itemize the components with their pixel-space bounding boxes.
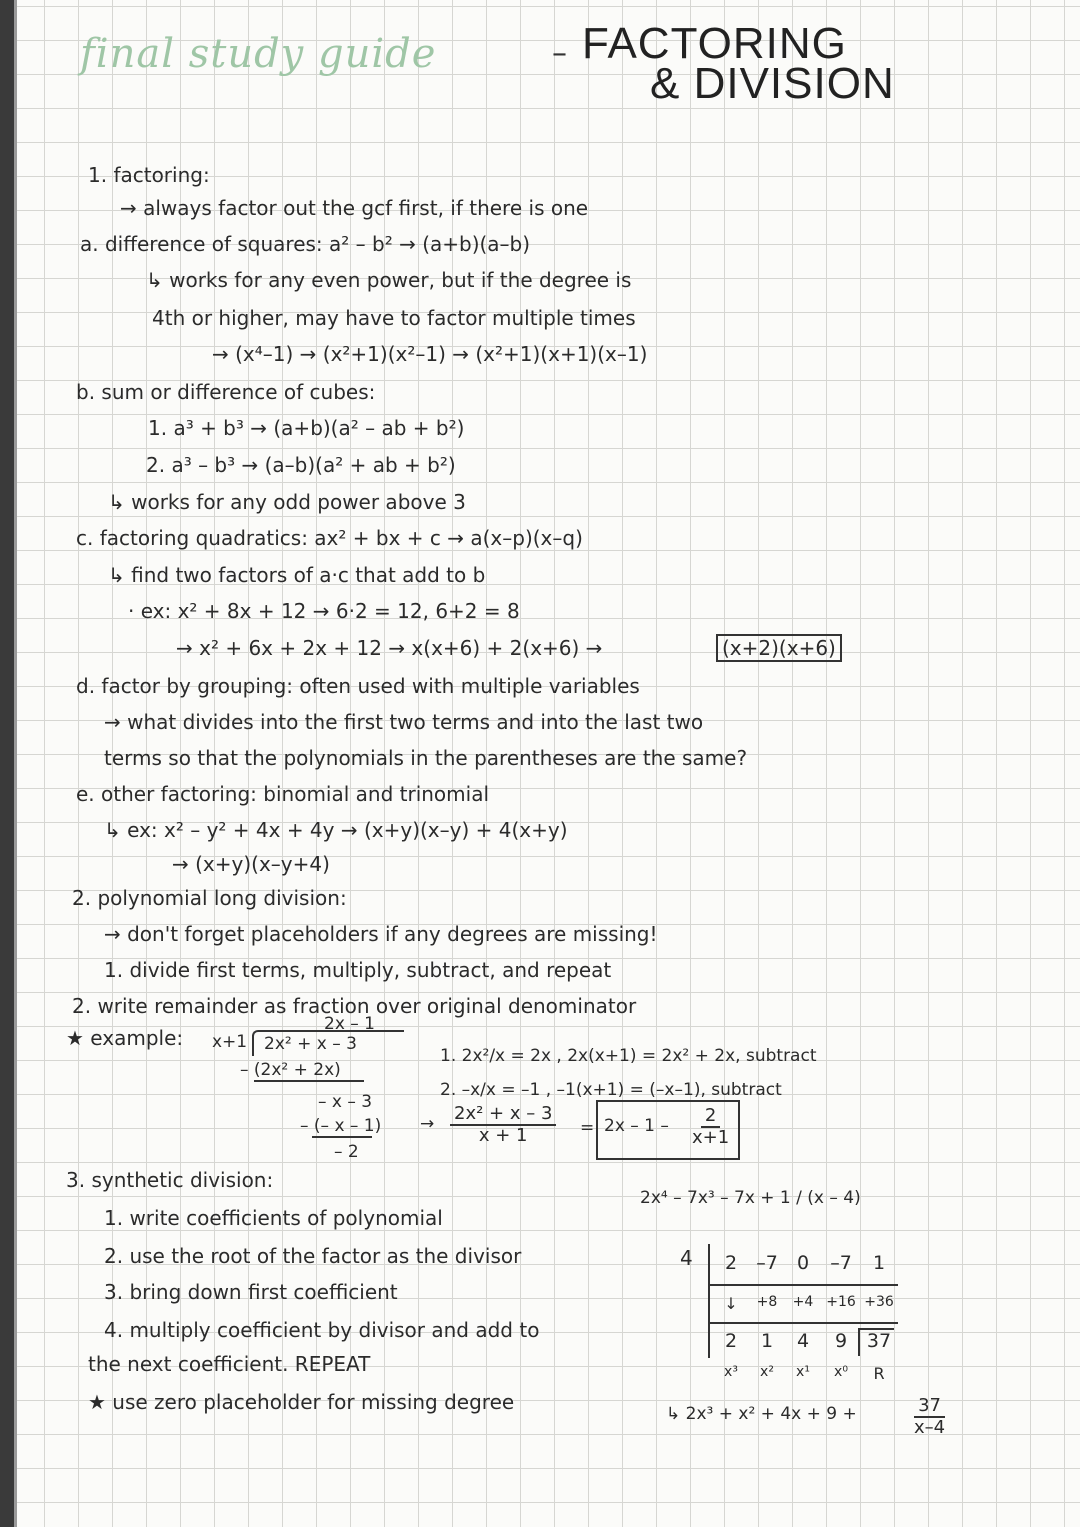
- result-coefficient: 4: [796, 1330, 810, 1352]
- product: +36: [864, 1294, 894, 1310]
- long-division-step-2: 2. write remainder as fraction over original denominator: [72, 994, 637, 1018]
- notebook-binding-shadow: [14, 0, 17, 1527]
- result-coefficient: 37: [866, 1330, 892, 1352]
- synthetic-answer-fraction: [910, 1396, 949, 1438]
- title-division: & DIVISION: [650, 59, 895, 108]
- quadratics-answer-box: (x+2)(x+6): [716, 634, 842, 662]
- synthetic-answer-numerator: 37: [914, 1396, 945, 1418]
- synthetic-answer-denominator: x–4: [914, 1417, 946, 1438]
- result-answer-denominator: x+1: [692, 1127, 730, 1148]
- coefficient: 2: [724, 1252, 738, 1274]
- result-coefficient: 9: [834, 1330, 848, 1352]
- synthetic-divider-top: [708, 1284, 898, 1286]
- cubes-note: ↳ works for any odd power above 3: [108, 490, 466, 514]
- squares-note-1: ↳ works for any even power, but if the degree is: [146, 268, 632, 292]
- degree-label: x²: [760, 1364, 774, 1380]
- long-division-explain-2: 2. –x/x = –1 , –1(x+1) = (–x–1), subtract: [440, 1080, 782, 1100]
- long-division-step-1: 1. divide first terms, multiply, subtract, and repeat: [104, 958, 612, 982]
- quadratics-steps: → x² + 6x + 2x + 12 → x(x+6) + 2(x+6) →: [176, 636, 603, 660]
- synthetic-step-2: 2. use the root of the factor as the divisor: [104, 1244, 522, 1268]
- notebook-binding-edge: [0, 0, 14, 1527]
- result-fraction: [450, 1104, 556, 1146]
- synthetic-divider-bottom: [708, 1322, 898, 1324]
- factor-by-grouping: d. factor by grouping: often used with multiple variables: [76, 674, 640, 698]
- other-factoring-result: → (x+y)(x–y+4): [172, 852, 330, 876]
- result-arrow: →: [420, 1114, 435, 1134]
- synthetic-problem: 2x⁴ – 7x³ – 7x + 1 / (x – 4): [640, 1188, 861, 1208]
- grouping-note-2: terms so that the polynomials in the parentheses are the same?: [104, 746, 748, 770]
- result-answer-main: 2x – 1 –: [604, 1116, 669, 1136]
- section1-heading: 1. factoring:: [88, 163, 210, 187]
- sum-diff-cubes: b. sum or difference of cubes:: [76, 380, 376, 404]
- product: +8: [756, 1294, 778, 1310]
- result-coefficient: 2: [724, 1330, 738, 1352]
- script-title: final study guide: [80, 31, 437, 77]
- section2-heading: 2. polynomial long division:: [72, 886, 347, 910]
- factoring-quadratics: c. factoring quadratics: ax² + bx + c → a(x–p)(x–q): [76, 526, 583, 550]
- difference-of-squares: a. difference of squares: a² – b² → (a+b)(a–b): [80, 232, 531, 256]
- zero-placeholder-note: ★ use zero placeholder for missing degree: [88, 1390, 515, 1414]
- placeholders-note: → don't forget placeholders if any degrees are missing!: [104, 922, 658, 946]
- cubes-item-1: 1. a³ + b³ → (a+b)(a² – ab + b²): [148, 416, 465, 440]
- degree-label: x³: [724, 1364, 738, 1380]
- result-answer-numerator: 2: [701, 1106, 720, 1128]
- product: ↓: [724, 1294, 738, 1313]
- long-division-divisor: x+1: [212, 1032, 248, 1052]
- synthetic-divisor: 4: [680, 1246, 693, 1270]
- degree-label: x¹: [796, 1364, 810, 1380]
- degree-label: R: [873, 1364, 885, 1383]
- long-division-remainder: – 2: [334, 1142, 359, 1162]
- coefficient: 1: [872, 1252, 886, 1274]
- long-division-explain-1: 1. 2x²/x = 2x , 2x(x+1) = 2x² + 2x, subtract: [440, 1046, 817, 1066]
- other-factoring: e. other factoring: binomial and trinomial: [76, 782, 490, 806]
- subtract-line-1: [254, 1080, 364, 1082]
- example-label: ★ example:: [66, 1026, 184, 1050]
- long-division-quotient: 2x – 1: [324, 1014, 375, 1034]
- result-answer-fraction: [688, 1106, 733, 1148]
- coefficient: –7: [830, 1252, 852, 1274]
- result-equals: =: [580, 1118, 595, 1138]
- grouping-note-1: → what divides into the first two terms and into the last two: [104, 710, 704, 734]
- coefficient: –7: [756, 1252, 778, 1274]
- quadratics-note: ↳ find two factors of a·c that add to b: [108, 563, 486, 587]
- result-coefficient: 1: [760, 1330, 774, 1352]
- gcf-note: → always factor out the gcf first, if there is one: [120, 196, 589, 220]
- coefficient: 0: [796, 1252, 810, 1274]
- squares-example: → (x⁴–1) → (x²+1)(x²–1) → (x²+1)(x+1)(x–1): [212, 342, 648, 366]
- other-factoring-example: ↳ ex: x² – y² + 4x + 4y → (x+y)(x–y) + 4(x+y): [104, 818, 568, 842]
- degree-label: x⁰: [834, 1364, 848, 1380]
- quadratics-example: · ex: x² + 8x + 12 → 6·2 = 12, 6+2 = 8: [128, 599, 520, 623]
- synthetic-step-1: 1. write coefficients of polynomial: [104, 1206, 443, 1230]
- synthetic-step-4: 4. multiply coefficient by divisor and add to: [104, 1318, 540, 1342]
- title-dash: –: [552, 36, 567, 71]
- section3-heading: 3. synthetic division:: [66, 1168, 274, 1192]
- long-division-middle: – x – 3: [318, 1092, 373, 1112]
- long-division-dividend: 2x² + x – 3: [264, 1034, 357, 1054]
- subtract-line-2: [312, 1136, 372, 1138]
- remainder-box: [858, 1328, 894, 1356]
- synthetic-divider-vertical: [708, 1244, 710, 1358]
- product: +16: [826, 1294, 856, 1310]
- squares-note-2: 4th or higher, may have to factor multiple times: [152, 306, 636, 330]
- product: +4: [792, 1294, 814, 1310]
- result-fraction-denominator: x + 1: [478, 1125, 528, 1146]
- cubes-item-2: 2. a³ – b³ → (a–b)(a² + ab + b²): [146, 453, 456, 477]
- synthetic-step-3: 3. bring down first coefficient: [104, 1280, 398, 1304]
- long-division-subtract-1: – (2x² + 2x): [240, 1060, 341, 1080]
- title-factoring: FACTORING: [582, 19, 847, 68]
- synthetic-step-4b: the next coefficient. REPEAT: [88, 1352, 371, 1376]
- long-division-subtract-2: – (– x – 1): [300, 1116, 382, 1136]
- result-fraction-numerator: 2x² + x – 3: [450, 1104, 556, 1126]
- synthetic-answer: ↳ 2x³ + x² + 4x + 9 +: [666, 1404, 857, 1424]
